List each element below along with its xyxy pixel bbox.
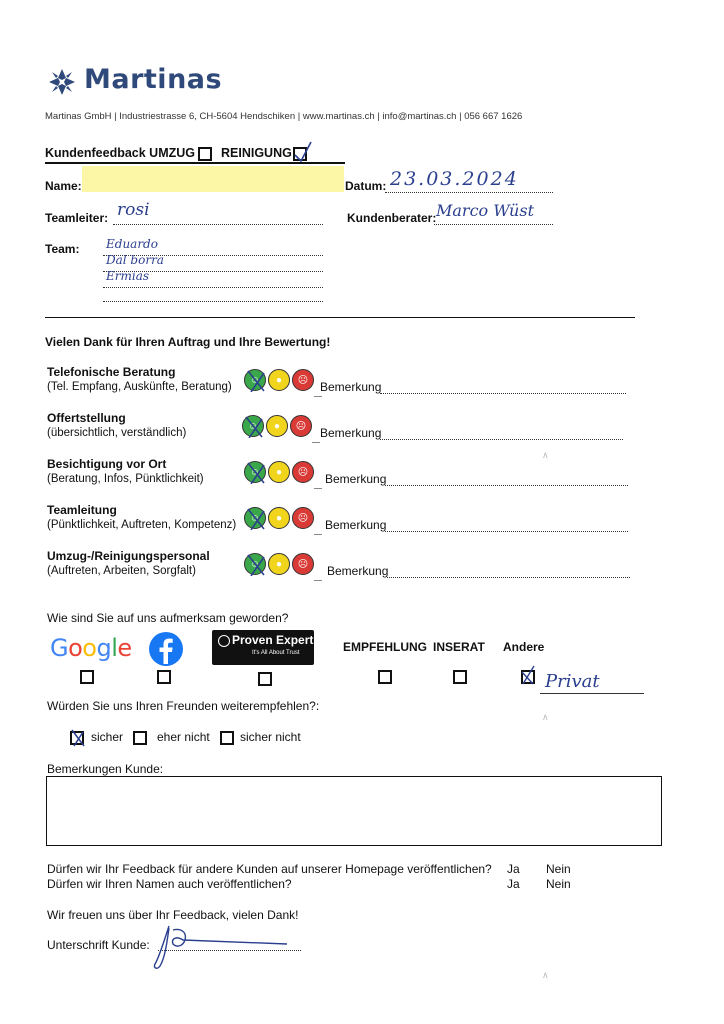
thumbs-up-icon[interactable]: ☺ — [244, 553, 266, 575]
rating-dash — [314, 534, 322, 535]
team-line-3 — [103, 286, 323, 288]
thumbs-down-icon[interactable]: ☹ — [292, 507, 314, 529]
empfehlung-checkbox[interactable] — [378, 670, 392, 684]
recommend-question: Würden Sie uns Ihren Freunden weiterempfehlen?: — [47, 699, 320, 713]
rating-row-subtitle: (Pünktlichkeit, Auftreten, Kompetenz) — [47, 519, 237, 531]
company-logo-text: Martinas — [84, 64, 223, 95]
inserat-label: INSERAT — [433, 640, 485, 654]
team-member-1[interactable]: Eduardo — [106, 237, 158, 251]
cross-mark-icon — [243, 414, 265, 438]
google-checkbox[interactable] — [80, 670, 94, 684]
andere-value[interactable]: Privat — [545, 671, 600, 692]
comments-box[interactable] — [46, 776, 662, 846]
teamleiter-value[interactable]: rosi — [117, 200, 150, 220]
cross-mark-icon — [245, 552, 267, 576]
rating-smileys[interactable] — [244, 461, 314, 483]
publish-question-2: Dürfen wir Ihren Namen auch veröffentlichen? — [47, 877, 292, 891]
team-member-2[interactable]: Dal borra — [106, 253, 164, 267]
publish-2-ja[interactable]: Ja — [507, 877, 520, 891]
thumbs-down-icon[interactable]: ☹ — [290, 415, 312, 437]
section-divider — [45, 317, 635, 318]
empfehlung-label: EMPFEHLUNG — [343, 640, 427, 654]
remark-label: Bemerkung — [320, 426, 382, 440]
andere-label: Andere — [503, 640, 545, 654]
rating-dash — [314, 396, 322, 397]
facebook-checkbox[interactable] — [157, 670, 171, 684]
proven-expert-icon — [218, 635, 230, 647]
rating-smileys[interactable] — [242, 415, 312, 437]
company-address: Martinas GmbH | Industriestrasse 6, CH-5604 Hendschiken | www.martinas.ch | info@martinas.ch | 056 667 1626 — [45, 111, 523, 122]
inserat-checkbox[interactable] — [453, 670, 467, 684]
thumbs-up-icon[interactable]: ☺ — [244, 461, 266, 483]
name-label: Name: — [45, 179, 82, 193]
remark-label: Bemerkung — [325, 472, 387, 486]
form-title: Kundenfeedback UMZUG — [45, 146, 196, 160]
source-question: Wie sind Sie auf uns aufmerksam geworden? — [47, 611, 289, 625]
thumbs-up-icon[interactable]: ☺ — [244, 507, 266, 529]
cross-mark-icon — [70, 726, 92, 750]
sicher-nicht-label: sicher nicht — [240, 730, 301, 744]
team-label: Team: — [45, 242, 80, 256]
kundenberater-value[interactable]: Marco Wüst — [436, 201, 534, 220]
rating-row-title: Teamleitung — [47, 503, 117, 517]
thumbs-down-icon[interactable]: ☹ — [292, 461, 314, 483]
comments-label: Bemerkungen Kunde: — [47, 762, 164, 776]
thumbs-up-icon[interactable]: ☺ — [242, 415, 264, 437]
remark-label: Bemerkung — [320, 380, 382, 394]
reinigung-label: REINIGUNG — [221, 146, 292, 160]
team-line-4 — [103, 300, 323, 302]
thumbs-down-icon[interactable]: ☹ — [292, 553, 314, 575]
umzug-checkbox[interactable] — [198, 147, 212, 161]
cross-mark-icon — [245, 368, 267, 392]
rating-row-title: Besichtigung vor Ort — [47, 457, 167, 471]
remark-label: Bemerkung — [325, 518, 387, 532]
rating-smileys[interactable] — [244, 507, 314, 529]
neutral-face-icon[interactable]: ● — [268, 461, 290, 483]
rating-row-subtitle: (Beratung, Infos, Pünktlichkeit) — [47, 473, 204, 485]
signature-label: Unterschrift Kunde: — [47, 938, 150, 952]
eher-nicht-label: eher nicht — [157, 730, 210, 744]
rating-row-subtitle: (Tel. Empfang, Auskünfte, Beratung) — [47, 381, 232, 393]
scan-artifact: ∧ — [542, 970, 549, 980]
kundenberater-label: Kundenberater: — [347, 211, 437, 225]
remark-field[interactable] — [380, 438, 623, 440]
andere-line — [540, 693, 644, 694]
rating-row-title: Telefonische Beratung — [47, 365, 176, 379]
sicher-nicht-checkbox[interactable] — [220, 731, 234, 745]
closing-text: Wir freuen uns über Ihr Feedback, vielen Dank! — [47, 908, 299, 922]
rating-row-subtitle: (Auftreten, Arbeiten, Sorgfalt) — [47, 565, 196, 577]
proven-expert-logo: Proven Expert It's All About Trust — [212, 630, 314, 665]
thumbs-down-icon[interactable]: ☹ — [292, 369, 314, 391]
rating-smileys[interactable] — [244, 553, 314, 575]
remark-field[interactable] — [385, 530, 628, 532]
neutral-face-icon[interactable]: ● — [268, 369, 290, 391]
teamleiter-line — [113, 223, 323, 225]
cross-mark-icon — [245, 506, 267, 530]
google-logo: Google — [50, 634, 132, 662]
publish-1-nein[interactable]: Nein — [546, 862, 571, 876]
datum-line — [385, 191, 553, 193]
martinas-logo-icon — [47, 67, 77, 97]
remark-label: Bemerkung — [327, 564, 389, 578]
datum-value[interactable]: 23.03.2024 — [390, 168, 519, 190]
publish-2-nein[interactable]: Nein — [546, 877, 571, 891]
scan-artifact: ∧ — [542, 450, 549, 460]
team-member-3[interactable]: Ermias — [106, 269, 150, 283]
name-field-redacted[interactable] — [82, 166, 344, 192]
scan-artifact: ∧ — [542, 712, 549, 722]
customer-signature-icon[interactable] — [147, 918, 297, 974]
datum-label: Datum: — [345, 179, 387, 193]
eher-nicht-checkbox[interactable] — [133, 731, 147, 745]
sicher-label: sicher — [91, 730, 124, 744]
check-mark-icon — [293, 141, 315, 163]
sicher-checkbox[interactable] — [70, 731, 84, 745]
cross-mark-icon — [245, 460, 267, 484]
rating-row-title: Umzug-/Reinigungspersonal — [47, 549, 210, 563]
remark-field[interactable] — [380, 392, 626, 394]
rating-dash — [314, 580, 322, 581]
remark-field[interactable] — [387, 576, 630, 578]
thumbs-up-icon[interactable]: ☺ — [244, 369, 266, 391]
publish-question-1: Dürfen wir Ihr Feedback für andere Kunden auf unserer Homepage veröffentlichen? — [47, 862, 492, 876]
neutral-face-icon[interactable]: ● — [266, 415, 288, 437]
rating-row-subtitle: (übersichtlich, verständlich) — [47, 427, 187, 439]
cross-mark-icon — [519, 664, 541, 688]
neutral-face-icon[interactable]: ● — [268, 553, 290, 575]
neutral-face-icon[interactable]: ● — [268, 507, 290, 529]
publish-1-ja[interactable]: Ja — [507, 862, 520, 876]
kundenberater-line — [434, 223, 553, 225]
rating-dash — [312, 442, 320, 443]
remark-field[interactable] — [385, 484, 628, 486]
teamleiter-label: Teamleiter: — [45, 211, 109, 225]
reinigung-checkbox[interactable] — [293, 147, 307, 161]
facebook-icon — [148, 631, 184, 667]
rating-smileys[interactable] — [244, 369, 314, 391]
rating-row-title: Offertstellung — [47, 411, 126, 425]
proven-expert-checkbox[interactable] — [258, 672, 272, 686]
thanks-heading: Vielen Dank für Ihren Auftrag und Ihre Bewertung! — [45, 335, 331, 349]
andere-checkbox[interactable] — [521, 670, 535, 684]
rating-dash — [314, 488, 322, 489]
title-underline — [45, 162, 345, 164]
